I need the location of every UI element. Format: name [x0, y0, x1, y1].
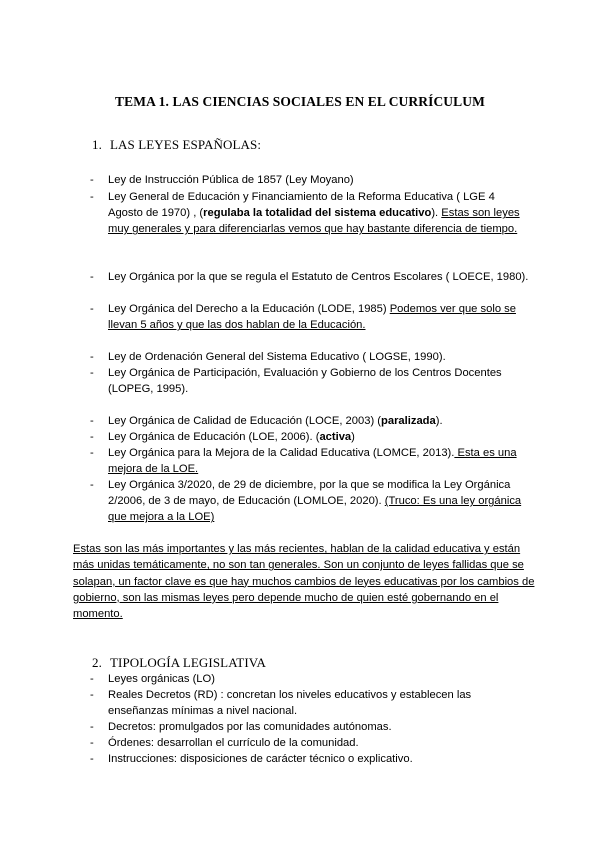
list-item: [90, 429, 530, 445]
list-dash: -: [90, 303, 94, 315]
list-item-body: [108, 189, 530, 238]
list-item-text: Ley Orgánica para la Mejora de la Calidad Educativa (LOMCE, 2013).: [108, 447, 455, 459]
list-item-text: Ley Orgánica de Participación, Evaluación y Gobierno de los Centros Docentes (LOPEG, 1995).: [108, 367, 502, 396]
list-dash: -: [90, 351, 94, 363]
list-item-body: [108, 429, 530, 445]
list-dash: -: [90, 174, 94, 186]
list-item-text: ): [351, 431, 355, 443]
list-item-body: [108, 477, 530, 526]
bold-text: activa: [319, 431, 352, 443]
bold-text: regulaba la totalidad del sistema educativo: [203, 207, 432, 220]
list-item-text: Órdenes: desarrollan el currículo de la comunidad.: [108, 737, 359, 749]
list-item: [90, 477, 530, 526]
list-dash: -: [90, 271, 94, 283]
list-item-text: Decretos: promulgados por las comunidades autónomas.: [108, 721, 392, 733]
page-title: TEMA 1. LAS CIENCIAS SOCIALES EN EL CURRÍCULUM: [115, 94, 485, 109]
list-item-text: Ley General de Educación y Financiamiento de la Reforma Educativa ( LGE 4 Agosto de 1970) , (: [108, 191, 495, 220]
list-item: [90, 687, 530, 719]
list-item-body: [108, 301, 530, 333]
list-dash: -: [90, 367, 94, 379]
list-item: [90, 365, 530, 397]
underlined-note: Estas son leyes muy generales y para diferenciarlas vemos que hay bastante diferencia de tiempo.: [108, 207, 520, 236]
list-item: [90, 269, 530, 285]
list-item: [90, 413, 530, 429]
list-dash: -: [90, 673, 94, 685]
underlined-note: (Truco: Es una ley orgánica que mejora a la LOE): [108, 495, 522, 524]
section-number: 2.: [92, 655, 102, 670]
list-item: [90, 735, 530, 751]
section-number: 1.: [92, 137, 102, 152]
list-item-text: ).: [435, 415, 443, 427]
section-heading-text: LAS LEYES ESPAÑOLAS:: [110, 137, 262, 152]
section-heading-text: TIPOLOGÍA LEGISLATIVA: [110, 655, 267, 670]
summary-paragraph: Estas son las más importantes y las más recientes, hablan de la calidad educativa y están más unidas temáticamente, no son tan generales. Son un conjunto de leyes fallidas que se solapan, un factor clave es que hay muchos cambios de leyes educativas por los cambios de gobierno, son las mismas leyes pero depende mucho de quien esté gobernando en el momento.: [73, 543, 535, 621]
list-item: [90, 671, 530, 687]
list-item-text: Ley de Ordenación General del Sistema Educativo ( LOGSE, 1990).: [108, 351, 446, 363]
list-dash: -: [90, 721, 94, 733]
list-item-text: ).: [431, 207, 442, 220]
list-item: [90, 719, 530, 735]
list-dash: -: [90, 737, 94, 749]
list-dash: -: [90, 753, 94, 765]
section-heading-1: [92, 137, 261, 153]
list-item-text: Ley de Instrucción Pública de 1857 (Ley Moyano): [108, 174, 354, 186]
list-item: [90, 301, 530, 333]
list-item: [90, 172, 530, 188]
list-item-text: Ley Orgánica 3/2020, de 29 de diciembre, por la que se modifica la Ley Orgánica 2/2006, de 3 de mayo, de Educación (LOMLOE, 2020).: [108, 479, 511, 508]
list-item-text: Instrucciones: disposiciones de carácter técnico o explicativo.: [108, 753, 413, 765]
list-dash: -: [90, 479, 94, 491]
list-item: [90, 751, 530, 767]
underlined-note: Esta es una mejora de la LOE.: [108, 447, 517, 476]
list-item: [90, 189, 530, 238]
underlined-note: Podemos ver que solo se llevan 5 años y que las dos hablan de la Educación.: [108, 303, 516, 332]
list-dash: -: [90, 689, 94, 701]
list-dash: -: [90, 191, 94, 203]
list-item-text: Ley Orgánica de Calidad de Educación (LOCE, 2003) (: [108, 415, 382, 427]
list-item-text: Leyes orgánicas (LO): [108, 673, 215, 685]
section-heading-2: [92, 655, 266, 671]
list-item-body: [108, 445, 530, 477]
list-item-body: [108, 413, 530, 429]
list-item: [90, 349, 530, 365]
list-dash: -: [90, 431, 94, 443]
list-item: [90, 445, 530, 477]
list-dash: -: [90, 447, 94, 459]
list-item-text: Ley Orgánica de Educación (LOE, 2006). (: [108, 431, 320, 443]
list-item-text: Reales Decretos (RD) : concretan los niveles educativos y establecen las enseñanzas mínimas a nivel nacional.: [108, 689, 472, 718]
list-item-text: Ley Orgánica del Derecho a la Educación (LODE, 1985): [108, 303, 390, 315]
bold-text: paralizada: [381, 415, 436, 427]
list-dash: -: [90, 415, 94, 427]
list-item-text: Ley Orgánica por la que se regula el Estatuto de Centros Escolares ( LOECE, 1980).: [108, 271, 529, 283]
